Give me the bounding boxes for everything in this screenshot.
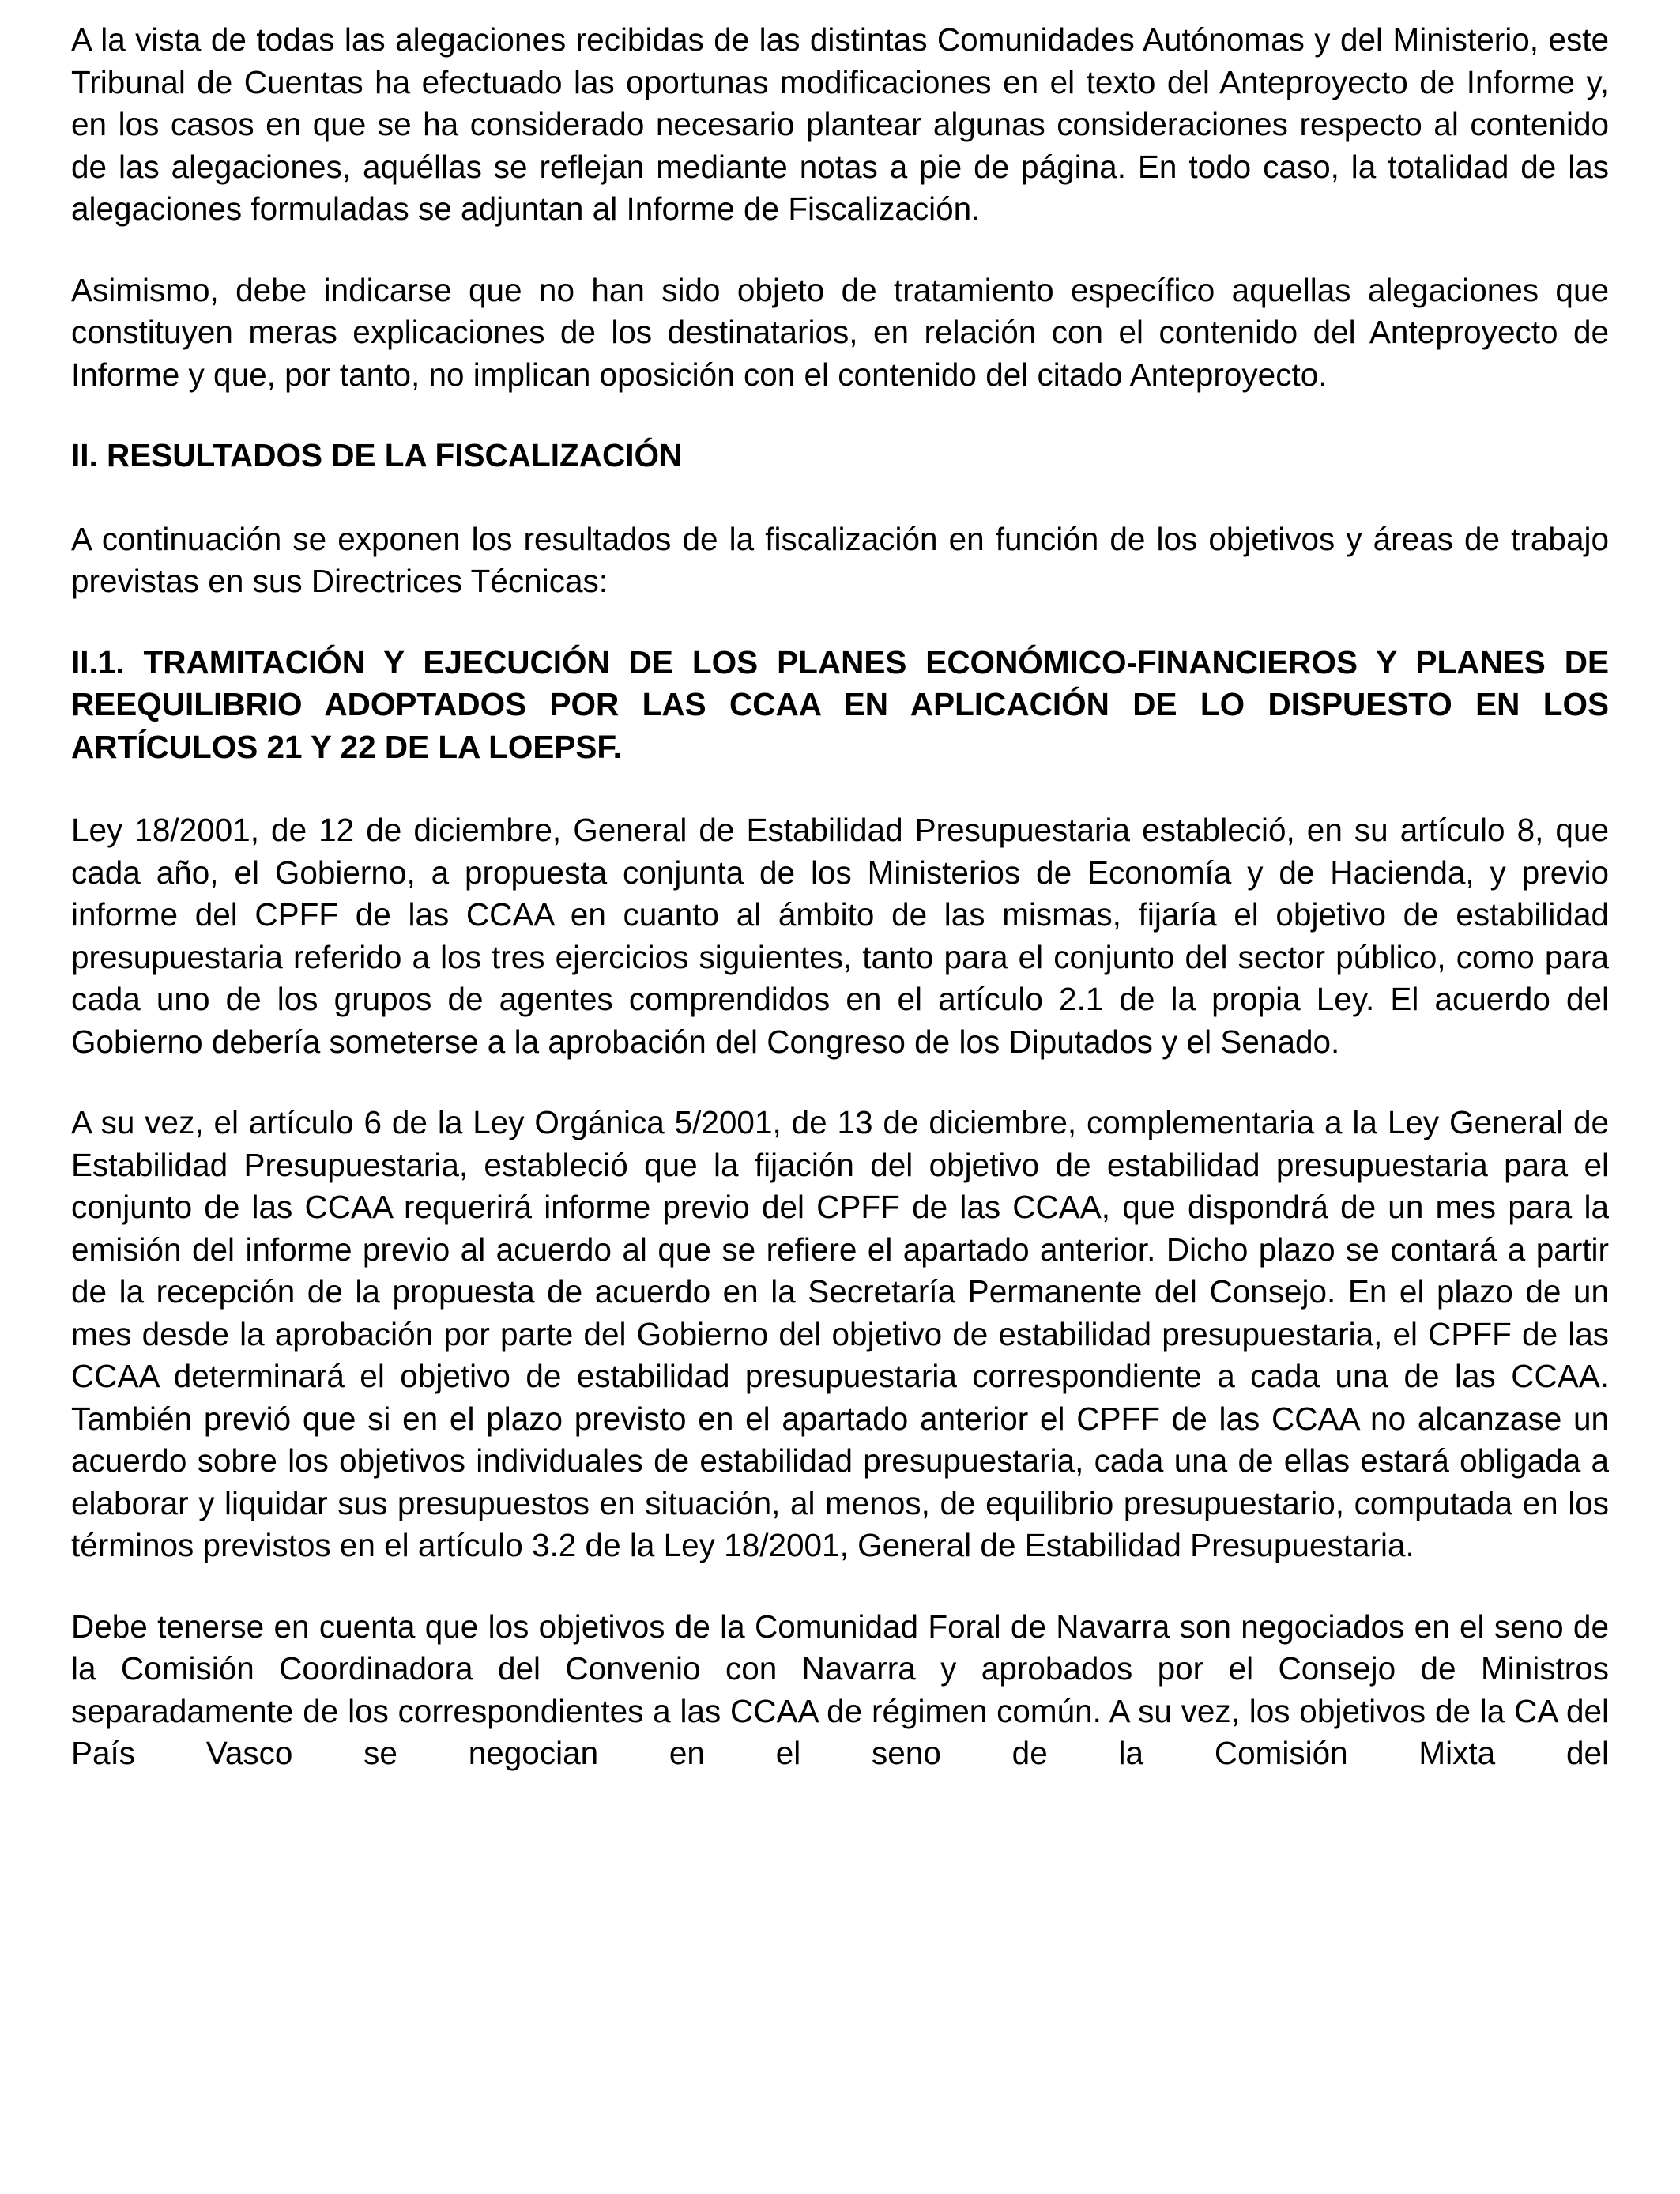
document-page (71, 19, 1609, 1775)
section-heading: II. RESULTADOS DE LA FISCALIZACIÓN (71, 437, 683, 473)
paragraph-alegaciones: A la vista de todas las alegaciones recibidas de las distintas Comunidades Autónomas y del Ministerio, este Tribunal de Cuentas ha efectuado las oportunas modificaciones en el texto del Anteproyecto de Informe y, en los casos en que se ha considerado necesario plantear algunas consideraciones respecto al contenido de las alegaciones, aquéllas se reflejan mediante notas a pie de página. En todo caso, la totalidad de las alegaciones formuladas se adjuntan al Informe de Fiscalización. (71, 21, 1609, 227)
section-intro: A continuación se exponen los resultados de la fiscalización en función de los objetivos y áreas de trabajo previstas en sus Directrices Técnicas: (71, 520, 1609, 599)
paragraph-ley-organica: A su vez, el artículo 6 de la Ley Orgánica 5/2001, de 13 de diciembre, complementaria a la Ley General de Estabilidad Presupuestaria, estableció que la fijación del objetivo de estabilidad presupuestaria para el conjunto de las CCAA requerirá informe previo del CPFF de las CCAA, que dispondrá de un mes para la emisión del informe previo al acuerdo al que se refiere el apartado anterior. Dicho plazo se contará a partir de la recepción de la propuesta de acuerdo en la Secretaría Permanente del Consejo. En el plazo de un mes desde la aprobación por parte del Gobierno del objetivo de estabilidad presupuestaria, el CPFF de las CCAA determinará el objetivo de estabilidad presupuestaria correspondiente a cada una de las CCAA. También previó que si en el plazo previsto en el apartado anterior el CPFF de las CCAA no alcanzase un acuerdo sobre los objetivos individuales de estabilidad presupuestaria, cada una de ellas estará obligada a elaborar y liquidar sus presupuestos en situación, al menos, de equilibrio presupuestario, computada en los términos previstos en el artículo 3.2 de la Ley 18/2001, General de Estabilidad Presupuestaria. (71, 1104, 1609, 1563)
paragraph-asimismo: Asimismo, debe indicarse que no han sido objeto de tratamiento específico aquellas alegaciones que constituyen meras explicaciones de los destinatarios, en relación con el contenido del Anteproyecto de Informe y que, por tanto, no implican oposición con el contenido del citado Anteproyecto. (71, 271, 1609, 393)
paragraph-ley-18-2001: Ley 18/2001, de 12 de diciembre, General de Estabilidad Presupuestaria estableció, en su artículo 8, que cada año, el Gobierno, a propuesta conjunta de los Ministerios de Economía y de Hacienda, y previo informe del CPFF de las CCAA en cuanto al ámbito de las mismas, fijaría el objetivo de estabilidad presupuestaria referido a los tres ejercicios siguientes, tanto para el conjunto del sector público, como para cada uno de los grupos de agentes comprendidos en el artículo 2.1 de la propia Ley. El acuerdo del Gobierno debería someterse a la aprobación del Congreso de los Diputados y el Senado. (71, 812, 1609, 1060)
subsection-heading: II.1. TRAMITACIÓN Y EJECUCIÓN DE LOS PLANES ECONÓMICO-FINANCIEROS Y PLANES DE REEQUILIBRIO ADOPTADOS POR LAS CCAA EN APLICACIÓN DE LO DISPUESTO EN LOS ARTÍCULOS 21 Y 22 DE LA LOEPSF. (71, 643, 1609, 765)
paragraph-navarra: Debe tenerse en cuenta que los objetivos de la Comunidad Foral de Navarra son negociados en el seno de la Comisión Coordinadora del Convenio con Navarra y aprobados por el Consejo de Ministros separadamente de los correspondientes a las CCAA de régimen común. A su vez, los objetivos de la CA del País Vasco se negocian en el seno de la Comisión Mixta del (71, 1608, 1609, 1771)
